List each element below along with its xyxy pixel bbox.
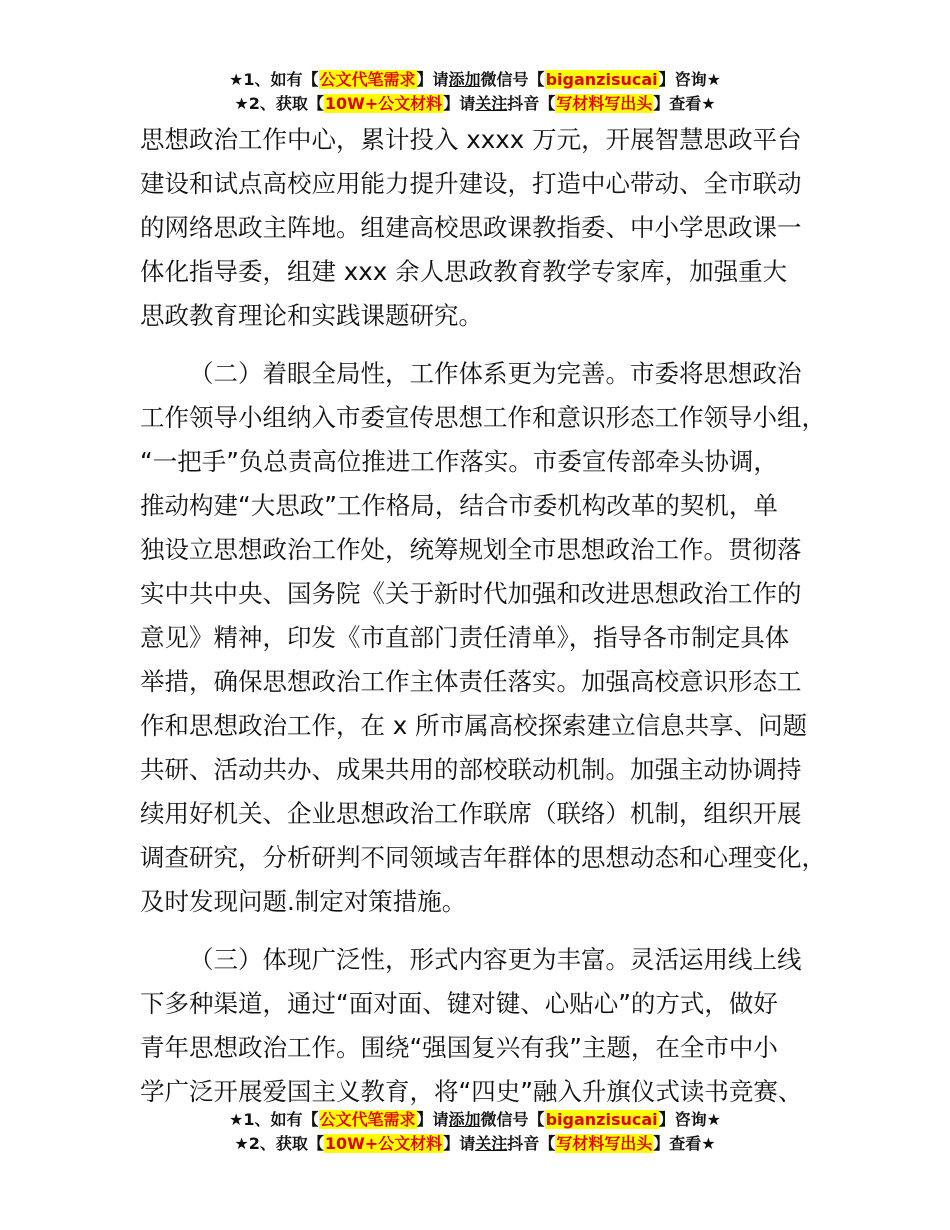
banner-line-1-prefix: ★1、如有【 — [229, 70, 319, 89]
paragraph-line: 的网络思政主阵地。组建高校思政课教指委、中小学思政课一 — [140, 213, 802, 242]
paragraph-line: 青年思想政治工作。围绕“强国复兴有我”主题，在全市中小 — [140, 1033, 778, 1062]
banner-line-2-mid2: 抖音【 — [507, 1134, 556, 1153]
banner-line-2-highlight-douyin: 写材料写出头 — [556, 94, 653, 113]
banner-line-2-prefix: ★2、获取【 — [234, 94, 324, 113]
paragraph-line: 作和思想政治工作，在 x 所市属高校探索建立信息共享、问题 — [140, 711, 808, 740]
paragraph-line: 意见》精神，印发《市直部门责任清单》，指导各市制定具体 — [140, 623, 790, 652]
banner-line-2-mid: 】请 — [443, 1134, 476, 1153]
paragraph-line: （三）体现广泛性，形式内容更为丰富。灵活运用线上线 — [189, 945, 802, 974]
paragraph-line: “一把手”负总责高位推进工作落实。市委宣传部牵头协调， — [140, 447, 778, 476]
banner-line-1-emphasis: 添加 — [448, 1110, 481, 1129]
document-body — [140, 118, 840, 1114]
banner-line-1-mid: 】请 — [416, 1110, 449, 1129]
paragraph-line: 推动构建“大思政”工作格局，结合市委机构改革的契机，单 — [140, 491, 778, 520]
paragraph-line: 建设和试点高校应用能力提升建设，打造中心带动、全市联动 — [140, 169, 802, 198]
paragraph-line: 下多种渠道，通过“面对面、键对键、心贴心”的方式，做好 — [140, 989, 778, 1018]
banner-line-2-mid: 】请 — [443, 94, 476, 113]
banner-line-1-highlight-service: 公文代笔需求 — [319, 1110, 416, 1129]
paragraph-1 — [140, 118, 840, 338]
paragraph-line: 续用好机关、企业思想政治工作联席（联络）机制，组织开展 — [140, 799, 802, 828]
banner-line-2-suffix: 】查看★ — [653, 1134, 716, 1153]
banner-line-1-mid2: 微信号【 — [480, 1110, 545, 1129]
banner-line-1-mid2: 微信号【 — [480, 70, 545, 89]
banner-line-1 — [0, 1108, 950, 1132]
header-banner — [0, 68, 950, 116]
banner-line-2-highlight-douyin: 写材料写出头 — [556, 1134, 653, 1153]
banner-line-1-highlight-wechat: biganzisucai — [545, 1110, 658, 1129]
banner-line-1-suffix: 】咨询★ — [658, 1110, 721, 1129]
paragraph-line: 举措，确保思想政治工作主体责任落实。加强高校意识形态工 — [140, 667, 802, 696]
banner-line-2-highlight-materials: 10W+公文材料 — [324, 94, 443, 113]
banner-line-2-emphasis: 关注 — [475, 94, 508, 113]
paragraph-2 — [140, 352, 840, 924]
banner-line-2 — [0, 92, 950, 116]
banner-line-1-highlight-service: 公文代笔需求 — [319, 70, 416, 89]
footer-banner — [0, 1108, 950, 1156]
paragraph-line: （二）着眼全局性，工作体系更为完善。市委将思想政治 — [189, 359, 802, 388]
paragraph-line: 思想政治工作中心，累计投入 xxxx 万元，开展智慧思政平台 — [140, 125, 802, 154]
banner-line-2-highlight-materials: 10W+公文材料 — [324, 1134, 443, 1153]
paragraph-line: 共研、活动共办、成果共用的部校联动机制。加强主动协调持 — [140, 755, 802, 784]
banner-line-2 — [0, 1132, 950, 1156]
paragraph-line: 工作领导小组纳入市委宣传思想工作和意识形态工作领导小组， — [140, 403, 826, 432]
paragraph-line: 独设立思想政治工作处，统筹规划全市思想政治工作。贯彻落 — [140, 535, 802, 564]
banner-line-1 — [0, 68, 950, 92]
banner-line-2-emphasis: 关注 — [475, 1134, 508, 1153]
paragraph-line: 思政教育理论和实践课题研究。 — [140, 301, 483, 330]
banner-line-2-suffix: 】查看★ — [653, 94, 716, 113]
banner-line-1-suffix: 】咨询★ — [658, 70, 721, 89]
banner-line-1-prefix: ★1、如有【 — [229, 1110, 319, 1129]
banner-line-1-emphasis: 添加 — [448, 70, 481, 89]
banner-line-1-highlight-wechat: biganzisucai — [545, 70, 658, 89]
paragraph-line: 实中共中央、国务院《关于新时代加强和改进思想政治工作的 — [140, 579, 802, 608]
banner-line-2-prefix: ★2、获取【 — [234, 1134, 324, 1153]
paragraph-line: 体化指导委，组建 xxx 余人思政教育教学专家库，加强重大 — [140, 257, 788, 286]
paragraph-line: 学广泛开展爱国主义教育，将“四史”融入升旗仪式读书竞赛、 — [140, 1077, 803, 1106]
banner-line-2-mid2: 抖音【 — [507, 94, 556, 113]
banner-line-1-mid: 】请 — [416, 70, 449, 89]
paragraph-3 — [140, 938, 840, 1114]
paragraph-line: 调查研究，分析研判不同领域吉年群体的思想动态和心理变化， — [140, 843, 826, 872]
paragraph-line: 及时发现问题.制定对策措施。 — [140, 887, 467, 916]
